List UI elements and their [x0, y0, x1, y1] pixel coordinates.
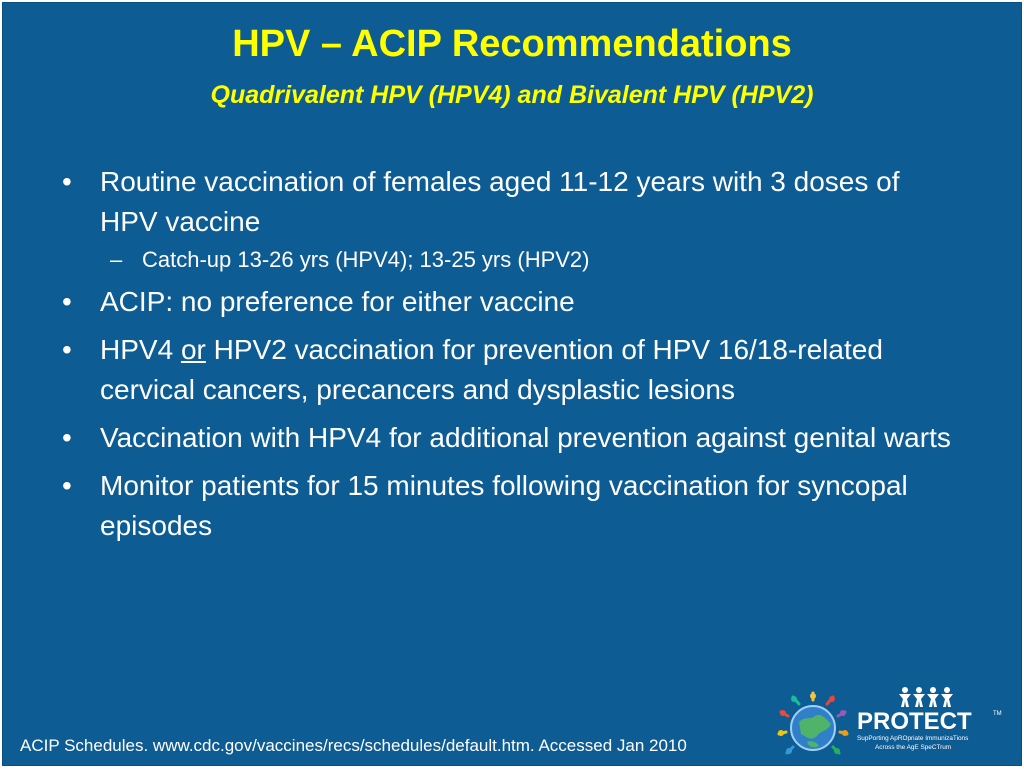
- bullet-icon: •: [62, 334, 72, 365]
- protect-tagline-2: Across the AgE SpeCTrum: [875, 744, 952, 751]
- bullet-text: Routine vaccination of females aged 11-12 years with 3 doses of HPV vaccine: [100, 166, 900, 237]
- bullet-item: [62, 162, 962, 274]
- bullet-text-start: HPV4: [100, 334, 181, 365]
- bullet-item: [62, 282, 962, 322]
- bullet-item: [62, 330, 962, 410]
- protect-logo-name: PROTECT: [857, 708, 972, 735]
- footer-citation: ACIP Schedules. www.cdc.gov/vaccines/recs/schedules/default.htm. Accessed Jan 2010: [20, 736, 687, 755]
- slide-title: HPV – ACIP Recommendations: [232, 23, 792, 65]
- bullet-icon: •: [62, 470, 72, 501]
- sub-bullet-list: [100, 246, 962, 274]
- slide-subtitle: Quadrivalent HPV (HPV4) and Bivalent HPV (HPV2): [210, 81, 814, 109]
- bullet-icon: •: [62, 286, 72, 317]
- bullet-list: [62, 162, 962, 554]
- bullet-item: [62, 418, 962, 458]
- bullet-text: Monitor patients for 15 minutes following vaccination for syncopal episodes: [100, 470, 908, 541]
- trademark-mark: TM: [993, 711, 1002, 717]
- underlined-word: or: [180, 334, 206, 365]
- people-figures-icon: [899, 687, 953, 707]
- bullet-icon: •: [62, 166, 72, 197]
- sub-bullet-text: Catch-up 13-26 yrs (HPV4); 13-25 yrs (HPV2): [142, 247, 590, 272]
- globe-logo-icon: [777, 690, 849, 762]
- bullet-text-rest: HPV2 vaccination for prevention of HPV 16/18-related cervical cancers, precancers and dysplastic lesions: [100, 334, 883, 405]
- bullet-item: [62, 466, 962, 546]
- dash-icon: –: [110, 247, 123, 272]
- bullet-text: ACIP: no preference for either vaccine: [100, 286, 575, 317]
- bullet-icon: •: [62, 422, 72, 453]
- bullet-text: Vaccination with HPV4 for additional prevention against genital warts: [100, 422, 951, 453]
- sub-bullet-item: [100, 246, 962, 274]
- protect-logo: [855, 685, 1005, 757]
- protect-tagline-1: SupPorting ApROpriate ImmunizaTions: [857, 735, 969, 742]
- slide: [2, 2, 1022, 766]
